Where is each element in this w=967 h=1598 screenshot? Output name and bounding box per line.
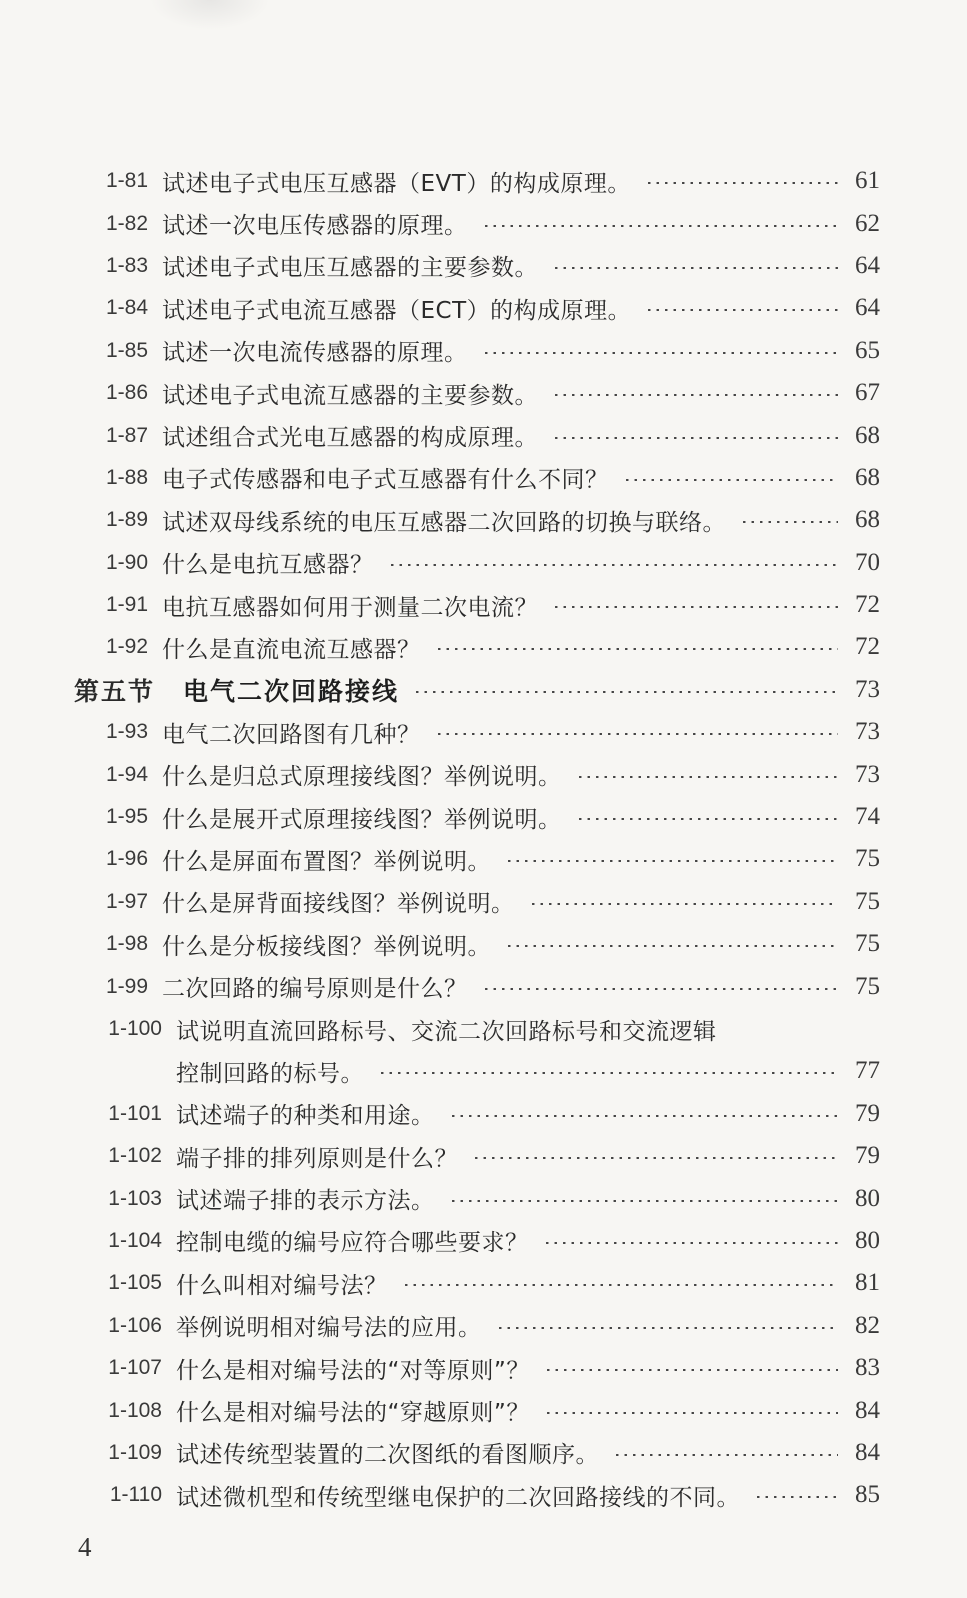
leader-dots bbox=[645, 182, 838, 184]
entry-title: 什么是电抗互感器？ bbox=[162, 552, 374, 579]
entry-title: 电气二次回路图有几种？ bbox=[162, 721, 421, 748]
entry-number: 1-98 bbox=[105, 932, 148, 956]
entry-number: 1-86 bbox=[105, 381, 148, 405]
entry-title: 试述电子式电流互感器的主要参数。 bbox=[162, 382, 538, 409]
entry-title: 控制电缆的编号应符合哪些要求？ bbox=[176, 1230, 529, 1257]
entry-page: 75 bbox=[855, 887, 880, 915]
entry-number: 1-83 bbox=[105, 253, 148, 277]
entry-page: 75 bbox=[855, 930, 880, 958]
leader-dots bbox=[543, 1242, 839, 1244]
leader-dots bbox=[449, 1200, 839, 1202]
entry-title: 试述端子排的表示方法。 bbox=[176, 1188, 435, 1215]
entry-number: 1-92 bbox=[105, 635, 148, 659]
entry-number: 1-107 bbox=[108, 1356, 162, 1380]
entry-title: 试述一次电压传感器的原理。 bbox=[162, 213, 468, 240]
toc-entry-1-88[interactable] bbox=[80, 457, 880, 499]
toc-entry-1-83[interactable] bbox=[80, 245, 880, 287]
entry-page: 83 bbox=[855, 1354, 880, 1382]
entry-page: 64 bbox=[855, 251, 880, 279]
leader-dots bbox=[435, 648, 839, 650]
leader-dots bbox=[402, 1284, 839, 1286]
entry-title: 什么是相对编号法的“对等原则”？ bbox=[176, 1357, 530, 1384]
entry-page: 84 bbox=[855, 1396, 880, 1424]
entry-number: 1-96 bbox=[105, 847, 148, 871]
toc-entry-1-106[interactable] bbox=[80, 1305, 880, 1347]
toc-entry-1-95[interactable] bbox=[80, 796, 880, 838]
entry-title: 试述电子式电压互感器的主要参数。 bbox=[162, 255, 538, 282]
section-page: 73 bbox=[855, 675, 880, 703]
entry-title: 试述电子式电流互感器（ECT）的构成原理。 bbox=[162, 297, 632, 324]
leader-dots bbox=[645, 309, 838, 311]
entry-page: 74 bbox=[855, 803, 880, 831]
entry-page: 61 bbox=[855, 167, 880, 195]
entry-page: 80 bbox=[855, 1226, 880, 1254]
leader-dots bbox=[552, 267, 838, 269]
toc-entry-1-104[interactable] bbox=[80, 1220, 880, 1262]
leader-dots bbox=[576, 776, 839, 778]
entry-number: 1-106 bbox=[108, 1313, 162, 1337]
entry-number: 1-100 bbox=[108, 1017, 162, 1040]
entry-title: 试述组合式光电互感器的构成原理。 bbox=[162, 425, 538, 452]
entry-number: 1-85 bbox=[105, 338, 148, 362]
entry-title: 什么是屏背面接线图？举例说明。 bbox=[162, 891, 515, 918]
entry-page: 79 bbox=[855, 1099, 880, 1127]
entry-number: 1-84 bbox=[105, 296, 148, 320]
leader-dots bbox=[529, 903, 839, 905]
entry-page: 64 bbox=[855, 294, 880, 322]
entry-title: 电抗互感器如何用于测量二次电流？ bbox=[162, 594, 538, 621]
entry-title: 什么是相对编号法的“穿越原则”？ bbox=[176, 1400, 530, 1427]
leader-dots bbox=[552, 437, 838, 439]
entry-title: 什么叫相对编号法？ bbox=[176, 1272, 388, 1299]
leader-dots bbox=[378, 1072, 838, 1074]
leader-dots bbox=[435, 733, 839, 735]
toc-entry-1-103[interactable] bbox=[80, 1177, 880, 1219]
leader-dots bbox=[740, 521, 838, 523]
toc-entry-1-100[interactable] bbox=[80, 1008, 880, 1050]
entry-title-line1: 试说明直流回路标号、交流二次回路标号和交流逻辑 bbox=[176, 1018, 717, 1045]
entry-title: 试述一次电流传感器的原理。 bbox=[162, 340, 468, 367]
entry-title-line2: 控制回路的标号。 bbox=[176, 1060, 364, 1087]
leader-dots bbox=[552, 394, 838, 396]
entry-page: 79 bbox=[855, 1142, 880, 1170]
toc-entry-1-107[interactable] bbox=[80, 1347, 880, 1389]
toc-entry-1-90[interactable] bbox=[80, 542, 880, 584]
leader-dots bbox=[388, 564, 839, 566]
entry-page: 65 bbox=[855, 336, 880, 364]
page-folio-number: 4 bbox=[78, 1532, 92, 1562]
entry-title: 端子排的排列原则是什么？ bbox=[176, 1145, 458, 1172]
entry-page: 73 bbox=[855, 718, 880, 746]
entry-number: 1-108 bbox=[108, 1398, 162, 1422]
toc-entry-1-86[interactable] bbox=[80, 372, 880, 414]
toc-entry-1-110[interactable] bbox=[80, 1474, 880, 1516]
entry-page: 75 bbox=[855, 845, 880, 873]
toc-entry-1-96[interactable] bbox=[80, 838, 880, 880]
entry-number: 1-101 bbox=[108, 1101, 162, 1125]
leader-dots bbox=[449, 1115, 839, 1117]
entry-title: 试述传统型装置的二次图纸的看图顺序。 bbox=[176, 1442, 599, 1469]
entry-page: 73 bbox=[855, 760, 880, 788]
leader-dots bbox=[482, 988, 839, 990]
entry-number: 1-81 bbox=[105, 169, 148, 193]
section-label: 第五节 bbox=[74, 676, 156, 706]
entry-number: 1-95 bbox=[105, 805, 148, 829]
leader-dots bbox=[544, 1369, 838, 1371]
entry-page: 81 bbox=[855, 1269, 880, 1297]
entry-number: 1-105 bbox=[108, 1271, 162, 1295]
entry-title: 什么是归总式原理接线图？举例说明。 bbox=[162, 764, 562, 791]
leader-dots bbox=[754, 1496, 838, 1498]
entry-number: 1-109 bbox=[108, 1440, 162, 1464]
toc-entry-1-82[interactable] bbox=[80, 202, 880, 244]
entry-number: 1-103 bbox=[108, 1186, 162, 1210]
toc-entry-1-94[interactable] bbox=[80, 753, 880, 795]
entry-number: 1-90 bbox=[105, 550, 148, 574]
entry-title: 试述微机型和传统型继电保护的二次回路接线的不同。 bbox=[176, 1484, 740, 1511]
entry-page: 85 bbox=[855, 1481, 880, 1509]
toc-entry-1-89[interactable] bbox=[80, 499, 880, 541]
toc-entry-1-105[interactable] bbox=[80, 1262, 880, 1304]
toc-entry-1-100-continued[interactable] bbox=[80, 1050, 880, 1092]
table-of-contents bbox=[74, 160, 880, 1517]
toc-entry-1-84[interactable] bbox=[80, 287, 880, 329]
entry-number: 1-102 bbox=[108, 1144, 162, 1168]
entry-page: 80 bbox=[855, 1184, 880, 1212]
leader-dots bbox=[472, 1157, 838, 1159]
toc-entry-1-85[interactable] bbox=[80, 330, 880, 372]
toc-entry-1-99[interactable] bbox=[80, 965, 880, 1007]
entry-title: 试述端子的种类和用途。 bbox=[176, 1103, 435, 1130]
entry-page: 62 bbox=[855, 209, 880, 237]
toc-entry-1-98[interactable] bbox=[80, 923, 880, 965]
entry-number: 1-88 bbox=[105, 465, 148, 489]
leader-dots bbox=[413, 691, 838, 693]
leader-dots bbox=[496, 1327, 839, 1329]
entry-title: 什么是展开式原理接线图？举例说明。 bbox=[162, 806, 562, 833]
leader-dots bbox=[505, 860, 838, 862]
entry-number: 1-89 bbox=[105, 508, 148, 532]
entry-title: 二次回路的编号原则是什么？ bbox=[162, 976, 468, 1003]
entry-title: 什么是屏面布置图？举例说明。 bbox=[162, 848, 491, 875]
entry-number: 1-104 bbox=[108, 1228, 162, 1252]
entry-title: 什么是分板接线图？举例说明。 bbox=[162, 933, 491, 960]
toc-entry-1-102[interactable] bbox=[80, 1135, 880, 1177]
entry-title: 电子式传感器和电子式互感器有什么不同？ bbox=[162, 467, 609, 494]
entry-page: 72 bbox=[855, 633, 880, 661]
entry-number: 1-87 bbox=[105, 423, 148, 447]
entry-number: 1-82 bbox=[105, 211, 148, 235]
leader-dots bbox=[505, 945, 838, 947]
entry-page: 84 bbox=[855, 1438, 880, 1466]
leader-dots bbox=[482, 225, 839, 227]
toc-entry-1-93[interactable] bbox=[80, 711, 880, 753]
leader-dots bbox=[552, 606, 838, 608]
toc-entry-1-108[interactable] bbox=[80, 1389, 880, 1431]
leader-dots bbox=[613, 1454, 838, 1456]
toc-entry-1-97[interactable] bbox=[80, 881, 880, 923]
entry-number: 1-91 bbox=[105, 593, 148, 617]
entry-number: 1-97 bbox=[105, 889, 148, 913]
entry-page: 75 bbox=[855, 972, 880, 1000]
toc-entry-1-92[interactable] bbox=[80, 626, 880, 668]
toc-entry-1-101[interactable] bbox=[80, 1093, 880, 1135]
entry-title: 试述电子式电压互感器（EVT）的构成原理。 bbox=[162, 170, 631, 197]
entry-title: 什么是直流电流互感器？ bbox=[162, 636, 421, 663]
leader-dots bbox=[544, 1412, 838, 1414]
entry-page: 67 bbox=[855, 379, 880, 407]
entry-page: 82 bbox=[855, 1311, 880, 1339]
entry-number: 1-110 bbox=[109, 1483, 162, 1507]
entry-title: 举例说明相对编号法的应用。 bbox=[176, 1315, 482, 1342]
entry-page: 68 bbox=[855, 421, 880, 449]
toc-section-heading[interactable] bbox=[74, 669, 880, 711]
leader-dots bbox=[623, 479, 839, 481]
leader-dots bbox=[576, 818, 839, 820]
entry-page: 68 bbox=[855, 463, 880, 491]
section-title: 电气二次回路接线 bbox=[183, 676, 400, 706]
entry-page: 77 bbox=[855, 1057, 880, 1085]
entry-number: 1-93 bbox=[105, 720, 148, 744]
toc-entry-1-109[interactable] bbox=[80, 1432, 880, 1474]
entry-number: 1-99 bbox=[105, 974, 148, 998]
toc-entry-1-91[interactable] bbox=[80, 584, 880, 626]
entry-page: 72 bbox=[855, 591, 880, 619]
toc-entry-1-81[interactable] bbox=[80, 160, 880, 202]
entry-title: 试述双母线系统的电压互感器二次回路的切换与联络。 bbox=[162, 509, 726, 536]
entry-page: 70 bbox=[855, 548, 880, 576]
entry-number: 1-94 bbox=[105, 762, 148, 786]
entry-page: 68 bbox=[855, 506, 880, 534]
leader-dots bbox=[482, 352, 839, 354]
toc-entry-1-87[interactable] bbox=[80, 414, 880, 456]
scan-smudge bbox=[150, 0, 270, 30]
